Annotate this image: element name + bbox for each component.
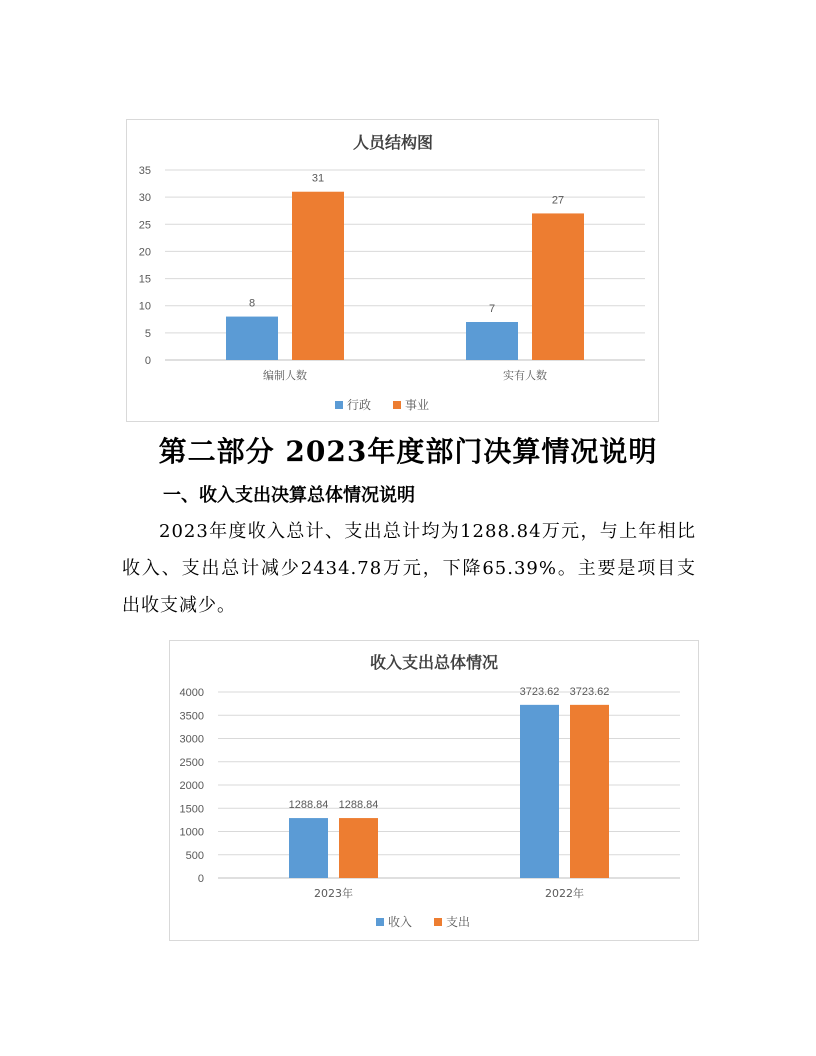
- bar: [570, 705, 609, 878]
- data-label: 3723.62: [519, 685, 560, 698]
- y-tick-label: 20: [138, 246, 151, 259]
- bar: [289, 818, 328, 878]
- x-category-label: 2022年: [545, 887, 584, 900]
- y-tick-label: 30: [138, 192, 151, 205]
- y-tick-label: 10: [138, 300, 151, 313]
- section-title: 一、收入支出决算总体情况说明: [163, 485, 415, 506]
- y-tick-label: 1500: [179, 803, 204, 816]
- legend-label: 行政: [347, 398, 372, 412]
- bar: [292, 192, 344, 360]
- x-category-label: 编制人数: [263, 369, 307, 382]
- chart-title: 人员结构图: [352, 133, 434, 152]
- y-tick-label: 15: [138, 273, 151, 286]
- y-tick-label: 2000: [179, 780, 204, 792]
- y-tick-label: 3500: [179, 710, 204, 723]
- y-tick-label: 2500: [179, 756, 204, 769]
- personnel-structure-chart: [126, 119, 659, 422]
- data-label: 27: [551, 194, 565, 207]
- data-label: 1288.84: [288, 799, 329, 812]
- bar: [520, 705, 559, 878]
- income-expense-chart: [169, 640, 699, 941]
- y-tick-label: 3000: [179, 733, 204, 746]
- y-tick-label: 25: [138, 219, 151, 232]
- y-tick-label: 5: [144, 327, 151, 340]
- y-tick-label: 35: [138, 165, 151, 177]
- legend-swatch: [376, 918, 384, 926]
- bar: [226, 317, 278, 360]
- chart-title: 收入支出总体情况: [369, 653, 499, 672]
- bar: [466, 322, 518, 360]
- legend-swatch: [434, 918, 442, 926]
- legend-swatch: [393, 401, 401, 409]
- y-tick-label: 1000: [179, 826, 204, 839]
- legend-label: 支出: [446, 915, 471, 929]
- data-label: 3723.62: [569, 685, 610, 698]
- data-label: 7: [488, 303, 496, 315]
- x-category-label: 实有人数: [503, 369, 547, 382]
- x-category-label: 2023年: [314, 887, 353, 900]
- part-two-heading: 第二部分 2023年度部门决算情况说明: [158, 435, 658, 468]
- personnel-structure-chart-svg: [127, 120, 658, 421]
- summary-paragraph: 2023年度收入总计、支出总计均为1288.84万元，与上年相比收入、支出总计减少2434.78万元，下降65.39%。主要是项目支出收支减少。: [122, 521, 696, 616]
- y-tick-label: 4000: [179, 687, 204, 699]
- legend-label: 收入: [388, 915, 413, 929]
- y-tick-label: 0: [144, 355, 151, 367]
- income-expense-chart-svg: [170, 641, 698, 940]
- bar: [339, 818, 378, 878]
- data-label: 1288.84: [338, 799, 379, 812]
- legend-swatch: [335, 401, 343, 409]
- bar: [532, 213, 584, 360]
- y-tick-label: 0: [197, 873, 204, 885]
- data-label: 8: [248, 297, 256, 310]
- legend-label: 事业: [405, 398, 430, 412]
- data-label: 31: [311, 172, 325, 185]
- y-tick-label: 500: [185, 849, 204, 862]
